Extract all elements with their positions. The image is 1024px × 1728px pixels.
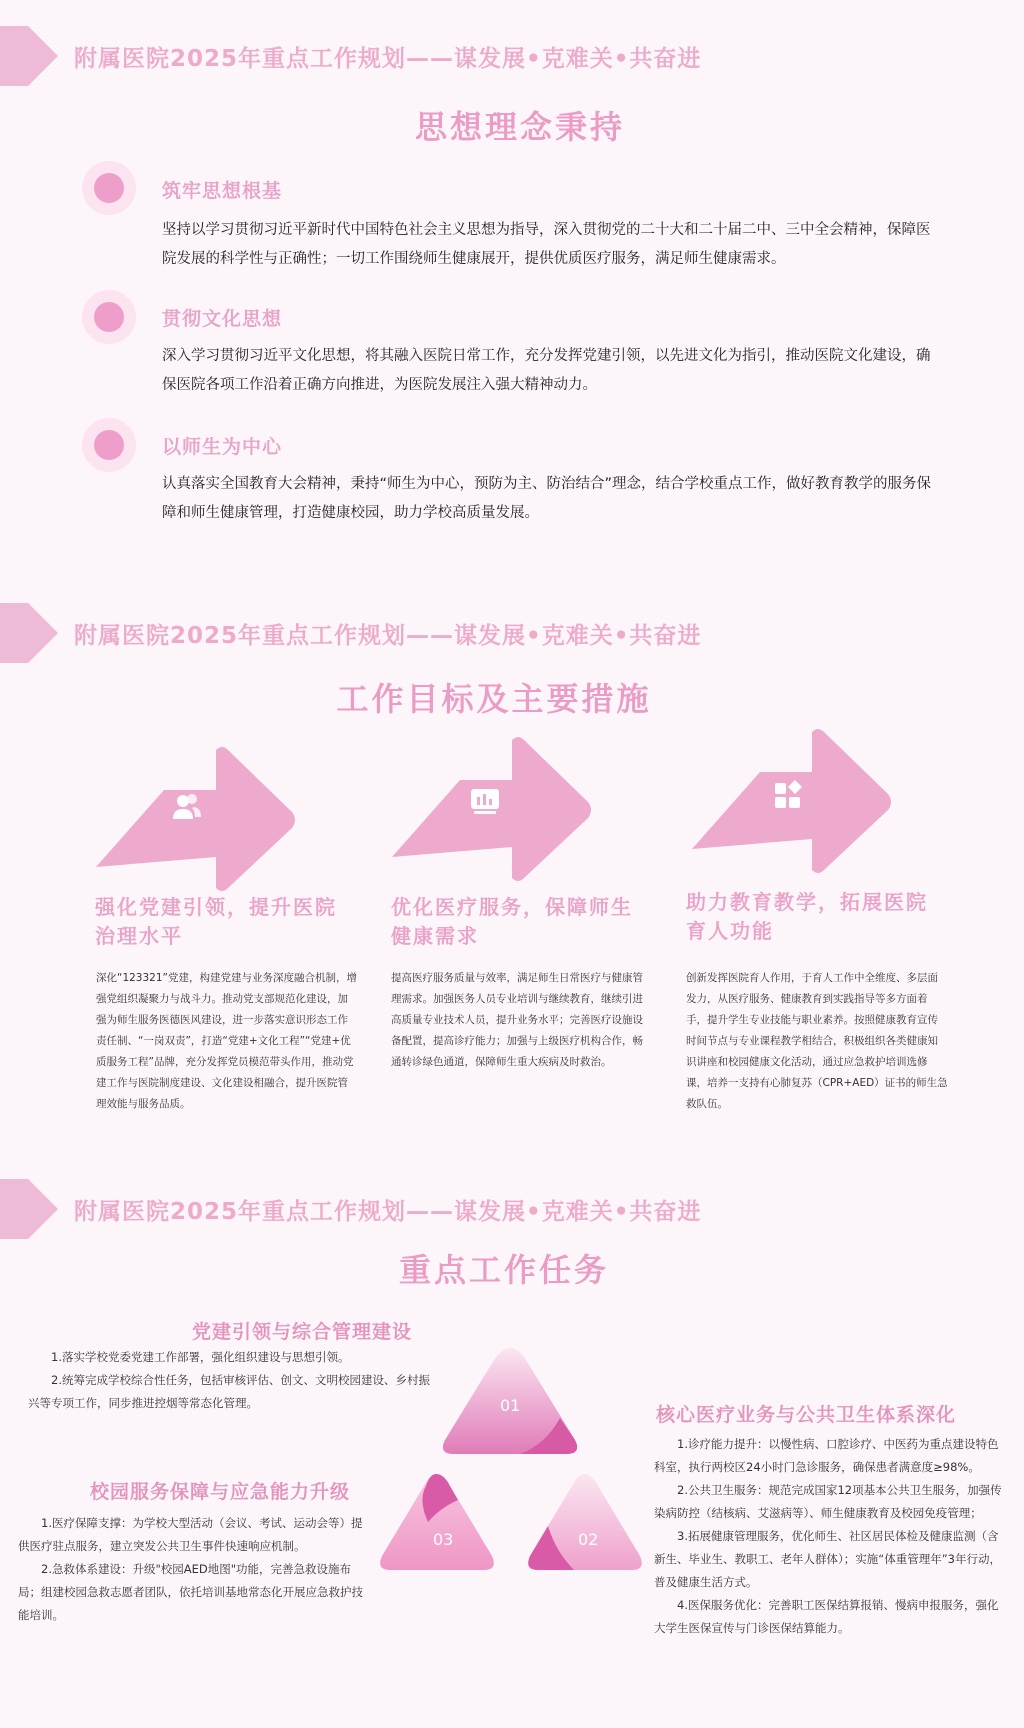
task-medical-line-4: 4.医保服务优化：完善职工医保结算报销、慢病申报服务，强化大学生医保宣传与门诊医保结算能力。: [654, 1598, 999, 1635]
task-medical-line-3: 3.拓展健康管理服务，优化师生、社区居民体检及健康监测（含新生、毕业生、教职工、老年人群体）；实施“体重管理年”3年行动，普及健康生活方式。: [654, 1529, 1001, 1589]
task-campus-line-1: 1.医疗保障支撑：为学校大型活动（会议、考试、运动会等）提供医疗驻点服务，建立突发公共卫生事件快速响应机制。: [18, 1516, 363, 1553]
goal-body-1: 深化“123321”党建，构建党建与业务深度融合机制，增强党组织凝聚力与战斗力。推动党支部规范化建设，加强为师生服务医德医风建设，进一步落实意识形态工作责任制、“一岗双责”，打造“党建+文化工程”“党建+优质服务工程”品牌，充分发挥党员模范带头作用，推动党建工作与医院制度建设、文化建设相融合，提升医院管理效能与服务品质。: [96, 972, 357, 1110]
goal-heading-3: 助力教育教学，拓展医院育人功能: [686, 890, 928, 943]
triangle-label-03: 03: [433, 1530, 454, 1549]
banner-title-3: 附属医院2025年重点工作规划——谋发展•克难关•共奋进: [74, 1199, 702, 1225]
banner-title-2: 附属医院2025年重点工作规划——谋发展•克难关•共奋进: [74, 623, 702, 649]
task-body-campus: [18, 1512, 370, 1627]
goal-body-2: 提高医疗服务质量与效率，满足师生日常医疗与健康管理需求。加强医务人员专业培训与继续教育，继续引进高质量专业技术人员，提升业务水平；完善医疗设施设备配置，提高诊疗能力；加强与上级医疗机构合作，畅通转诊绿色通道，保障师生重大疾病及时救治。: [391, 972, 643, 1068]
task-heading-party: 党建引领与综合管理建设: [192, 1321, 413, 1343]
bullet-icon-2: [82, 290, 136, 344]
triangle-label-02: 02: [578, 1530, 599, 1549]
banner-arrow-2: [0, 603, 58, 663]
task-campus-line-2: 2.急救体系建设：升级"校园AED地图"功能，完善急救设施布局；组建校园急救志愿者团队，依托培训基地常态化开展应急救护技能培训。: [18, 1562, 363, 1622]
item-body-1: 坚持以学习贯彻习近平新时代中国特色社会主义思想为指导，深入贯彻党的二十大和二十届二中、三中全会精神，保障医院发展的科学性与正确性；一切工作围绕师生健康展开，提供优质医疗服务，满足师生健康需求。: [162, 222, 931, 267]
task-body-medical: [654, 1433, 1006, 1640]
goal-body-3: 创新发挥医院育人作用，于育人工作中全维度、多层面发力，从医疗服务、健康教育到实践指导等多方面着手，提升学生专业技能与职业素养。按照健康教育宣传时间节点与专业课程教学相结合，积极组织各类健康知识讲座和校园健康文化活动，通过应急救护培训选修课，培养一支持有心肺复苏（CPR+AED）证书的师生急救队伍。: [686, 972, 948, 1110]
triangle-cycle-diagram: [370, 1340, 650, 1580]
item-heading-2: 贯彻文化思想: [162, 308, 283, 330]
banner-arrow-3: [0, 1179, 58, 1239]
triangle-label-01: 01: [500, 1396, 521, 1415]
banner-title-1: 附属医院2025年重点工作规划——谋发展•克难关•共奋进: [74, 46, 702, 72]
task-party-line-2: 2.统筹完成学校综合性任务，包括审核评估、创文、文明校园建设、乡村振兴等专项工作，同步推进控烟等常态化管理。: [28, 1373, 430, 1410]
banner-arrow-1: [0, 26, 58, 86]
task-heading-campus: 校园服务保障与应急能力升级: [90, 1481, 351, 1503]
people-icon: [170, 790, 204, 824]
item-body-3: 认真落实全国教育大会精神，秉持“师生为中心，预防为主、防治结合”理念，结合学校重点工作，做好教育教学的服务保障和师生健康管理，打造健康校园，助力学校高质量发展。: [162, 476, 932, 521]
task-medical-line-2: 2.公共卫生服务：规范完成国家12项基本公共卫生服务，加强传染病防控（结核病、艾滋病等）、师生健康教育及校园免疫管理；: [654, 1483, 1002, 1520]
chart-icon: [468, 784, 502, 818]
apps-icon: [772, 778, 806, 812]
bullet-icon-1: [82, 161, 136, 215]
section-title-goals: 工作目标及主要措施: [336, 680, 652, 718]
section-title-ideology: 思想理念秉持: [414, 108, 625, 146]
goal-heading-1: 强化党建引领，提升医院治理水平: [95, 895, 337, 948]
task-party-line-1: 1.落实学校党委党建工作部署，强化组织建设与思想引领。: [51, 1350, 350, 1364]
item-body-2: 深入学习贯彻习近平文化思想，将其融入医院日常工作，充分发挥党建引领，以先进文化为指引，推动医院文化建设，确保医院各项工作沿着正确方向推进，为医院发展注入强大精神动力。: [162, 348, 931, 393]
bullet-icon-3: [82, 418, 136, 472]
task-medical-line-1: 1.诊疗能力提升：以慢性病、口腔诊疗、中医药为重点建设特色科室，执行两校区24小时门急诊服务，确保患者满意度≥98%。: [654, 1437, 999, 1474]
goal-heading-2: 优化医疗服务，保障师生健康需求: [391, 895, 633, 948]
section-title-tasks: 重点工作任务: [398, 1251, 609, 1289]
task-heading-medical: 核心医疗业务与公共卫生体系深化: [656, 1404, 957, 1426]
item-heading-3: 以师生为中心: [162, 436, 283, 458]
item-heading-1: 筑牢思想根基: [162, 180, 283, 202]
